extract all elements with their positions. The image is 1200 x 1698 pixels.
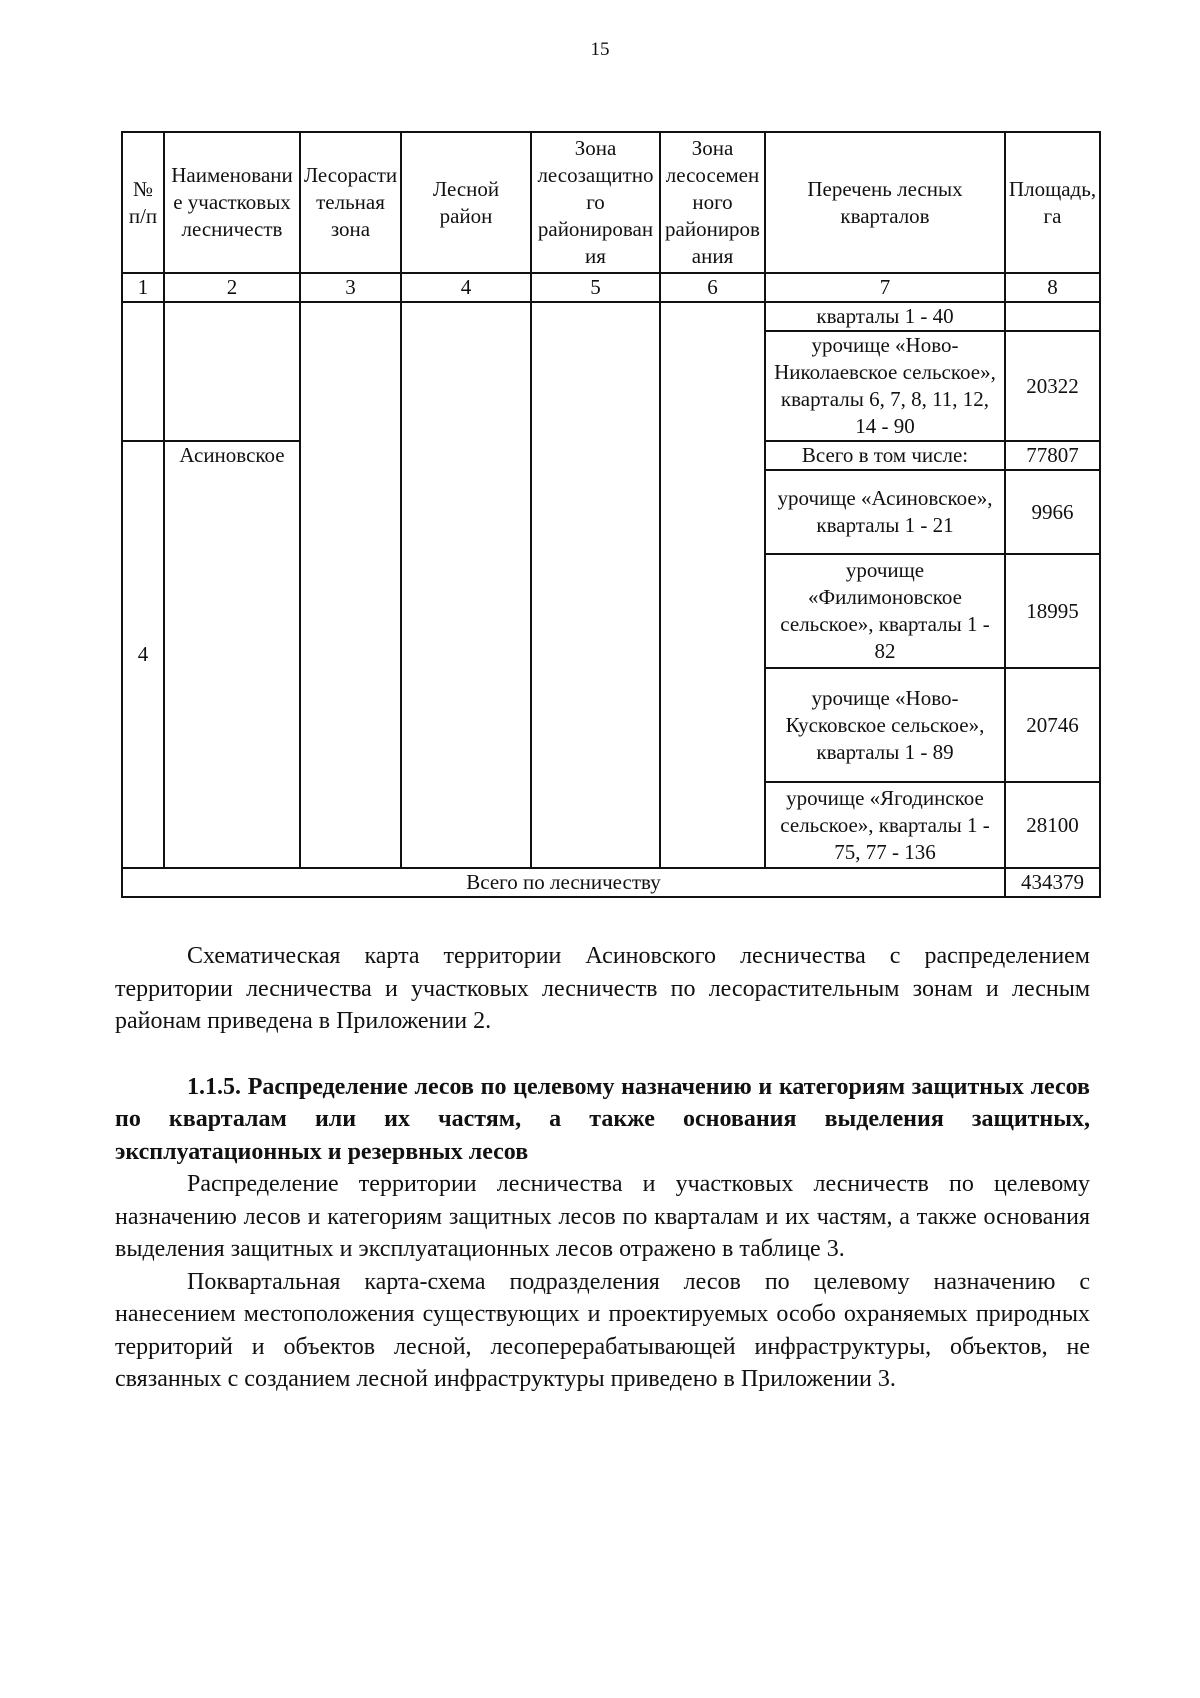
- area-cell: 77807: [1005, 441, 1100, 470]
- body-text: [115, 940, 1090, 1396]
- seed-zone-cell: [660, 302, 765, 868]
- area-cell: 9966: [1005, 470, 1100, 554]
- area-cell: 20322: [1005, 331, 1100, 441]
- column-number: 1: [122, 273, 164, 302]
- table-header-row: [122, 132, 1100, 273]
- column-number: 7: [765, 273, 1005, 302]
- header-cell: Зона лесозащитного районирования: [531, 132, 660, 273]
- table-total-row: [122, 868, 1100, 897]
- header-cell: Площадь, га: [1005, 132, 1100, 273]
- column-number: 6: [660, 273, 765, 302]
- area-cell: [1005, 302, 1100, 331]
- area-cell: 18995: [1005, 554, 1100, 668]
- total-value: 434379: [1005, 868, 1100, 897]
- table-row: [122, 302, 1100, 331]
- column-number: 3: [300, 273, 401, 302]
- header-cell: Наименование участковых лесничеств: [164, 132, 300, 273]
- quarters-cell: урочище «Филимоновское сельское», кварталы 1 - 82: [765, 554, 1005, 668]
- quarters-cell: урочище «Ягодинское сельское», кварталы 1 - 75, 77 - 136: [765, 782, 1005, 868]
- paragraph-scheme: Поквартальная карта-схема подразделения лесов по целевому назначению с нанесением местоположения существующих и проектируемых особо охраняемых природных территорий и объектов лесной, лесоперерабатывающей инфраструктуры, объектов, не связанных с созданием лесной инфраструктуры приведено в Приложении 3.: [115, 1268, 1090, 1392]
- page-number: 15: [590, 39, 610, 60]
- forest-region-cell: [401, 302, 531, 868]
- quarters-cell: урочище «Ново-Кусковское сельское», кварталы 1 - 89: [765, 668, 1005, 782]
- district-name-cell: [164, 302, 300, 441]
- header-cell: Зона лесосеменного районирования: [660, 132, 765, 273]
- forest-districts-table: [121, 131, 1101, 898]
- column-number: 8: [1005, 273, 1100, 302]
- header-cell: Перечень лесных кварталов: [765, 132, 1005, 273]
- row-number-cell: [122, 302, 164, 441]
- district-name-cell: Асиновское: [164, 441, 300, 868]
- quarters-cell: кварталы 1 - 40: [765, 302, 1005, 331]
- column-number: 4: [401, 273, 531, 302]
- column-number-row: [122, 273, 1100, 302]
- section-heading: 1.1.5. Распределение лесов по целевому назначению и категориям защитных лесов по кварталам или их частям, а также основания выделения защитных, эксплуатационных и резервных лесов: [115, 1073, 1090, 1165]
- column-number: 2: [164, 273, 300, 302]
- total-label: Всего по лесничеству: [122, 868, 1005, 897]
- quarters-cell: урочище «Ново-Николаевское сельское», кварталы 6, 7, 8, 11, 12, 14 - 90: [765, 331, 1005, 441]
- quarters-cell: Всего в том числе:: [765, 441, 1005, 470]
- protection-zone-cell: [531, 302, 660, 868]
- quarters-cell: урочище «Асиновское», кварталы 1 - 21: [765, 470, 1005, 554]
- header-cell: Лесной район: [401, 132, 531, 273]
- vegetation-zone-cell: [300, 302, 401, 868]
- paragraph-distribution: Распределение территории лесничества и участковых лесничеств по целевому назначению лесов и категориям защитных лесов по кварталам и их частям, а также основания выделения защитных и эксплуатационных лесов отражено в таблице 3.: [115, 1171, 1090, 1262]
- paragraph-map: Схематическая карта территории Асиновского лесничества с распределением территории лесничества и участковых лесничеств по лесорастительным зонам и лесным районам приведена в Приложении 2.: [115, 943, 1090, 1034]
- column-number: 5: [531, 273, 660, 302]
- area-cell: 20746: [1005, 668, 1100, 782]
- header-cell: № п/п: [122, 132, 164, 273]
- row-number-cell: 4: [122, 441, 164, 868]
- header-cell: Лесорастительная зона: [300, 132, 401, 273]
- area-cell: 28100: [1005, 782, 1100, 868]
